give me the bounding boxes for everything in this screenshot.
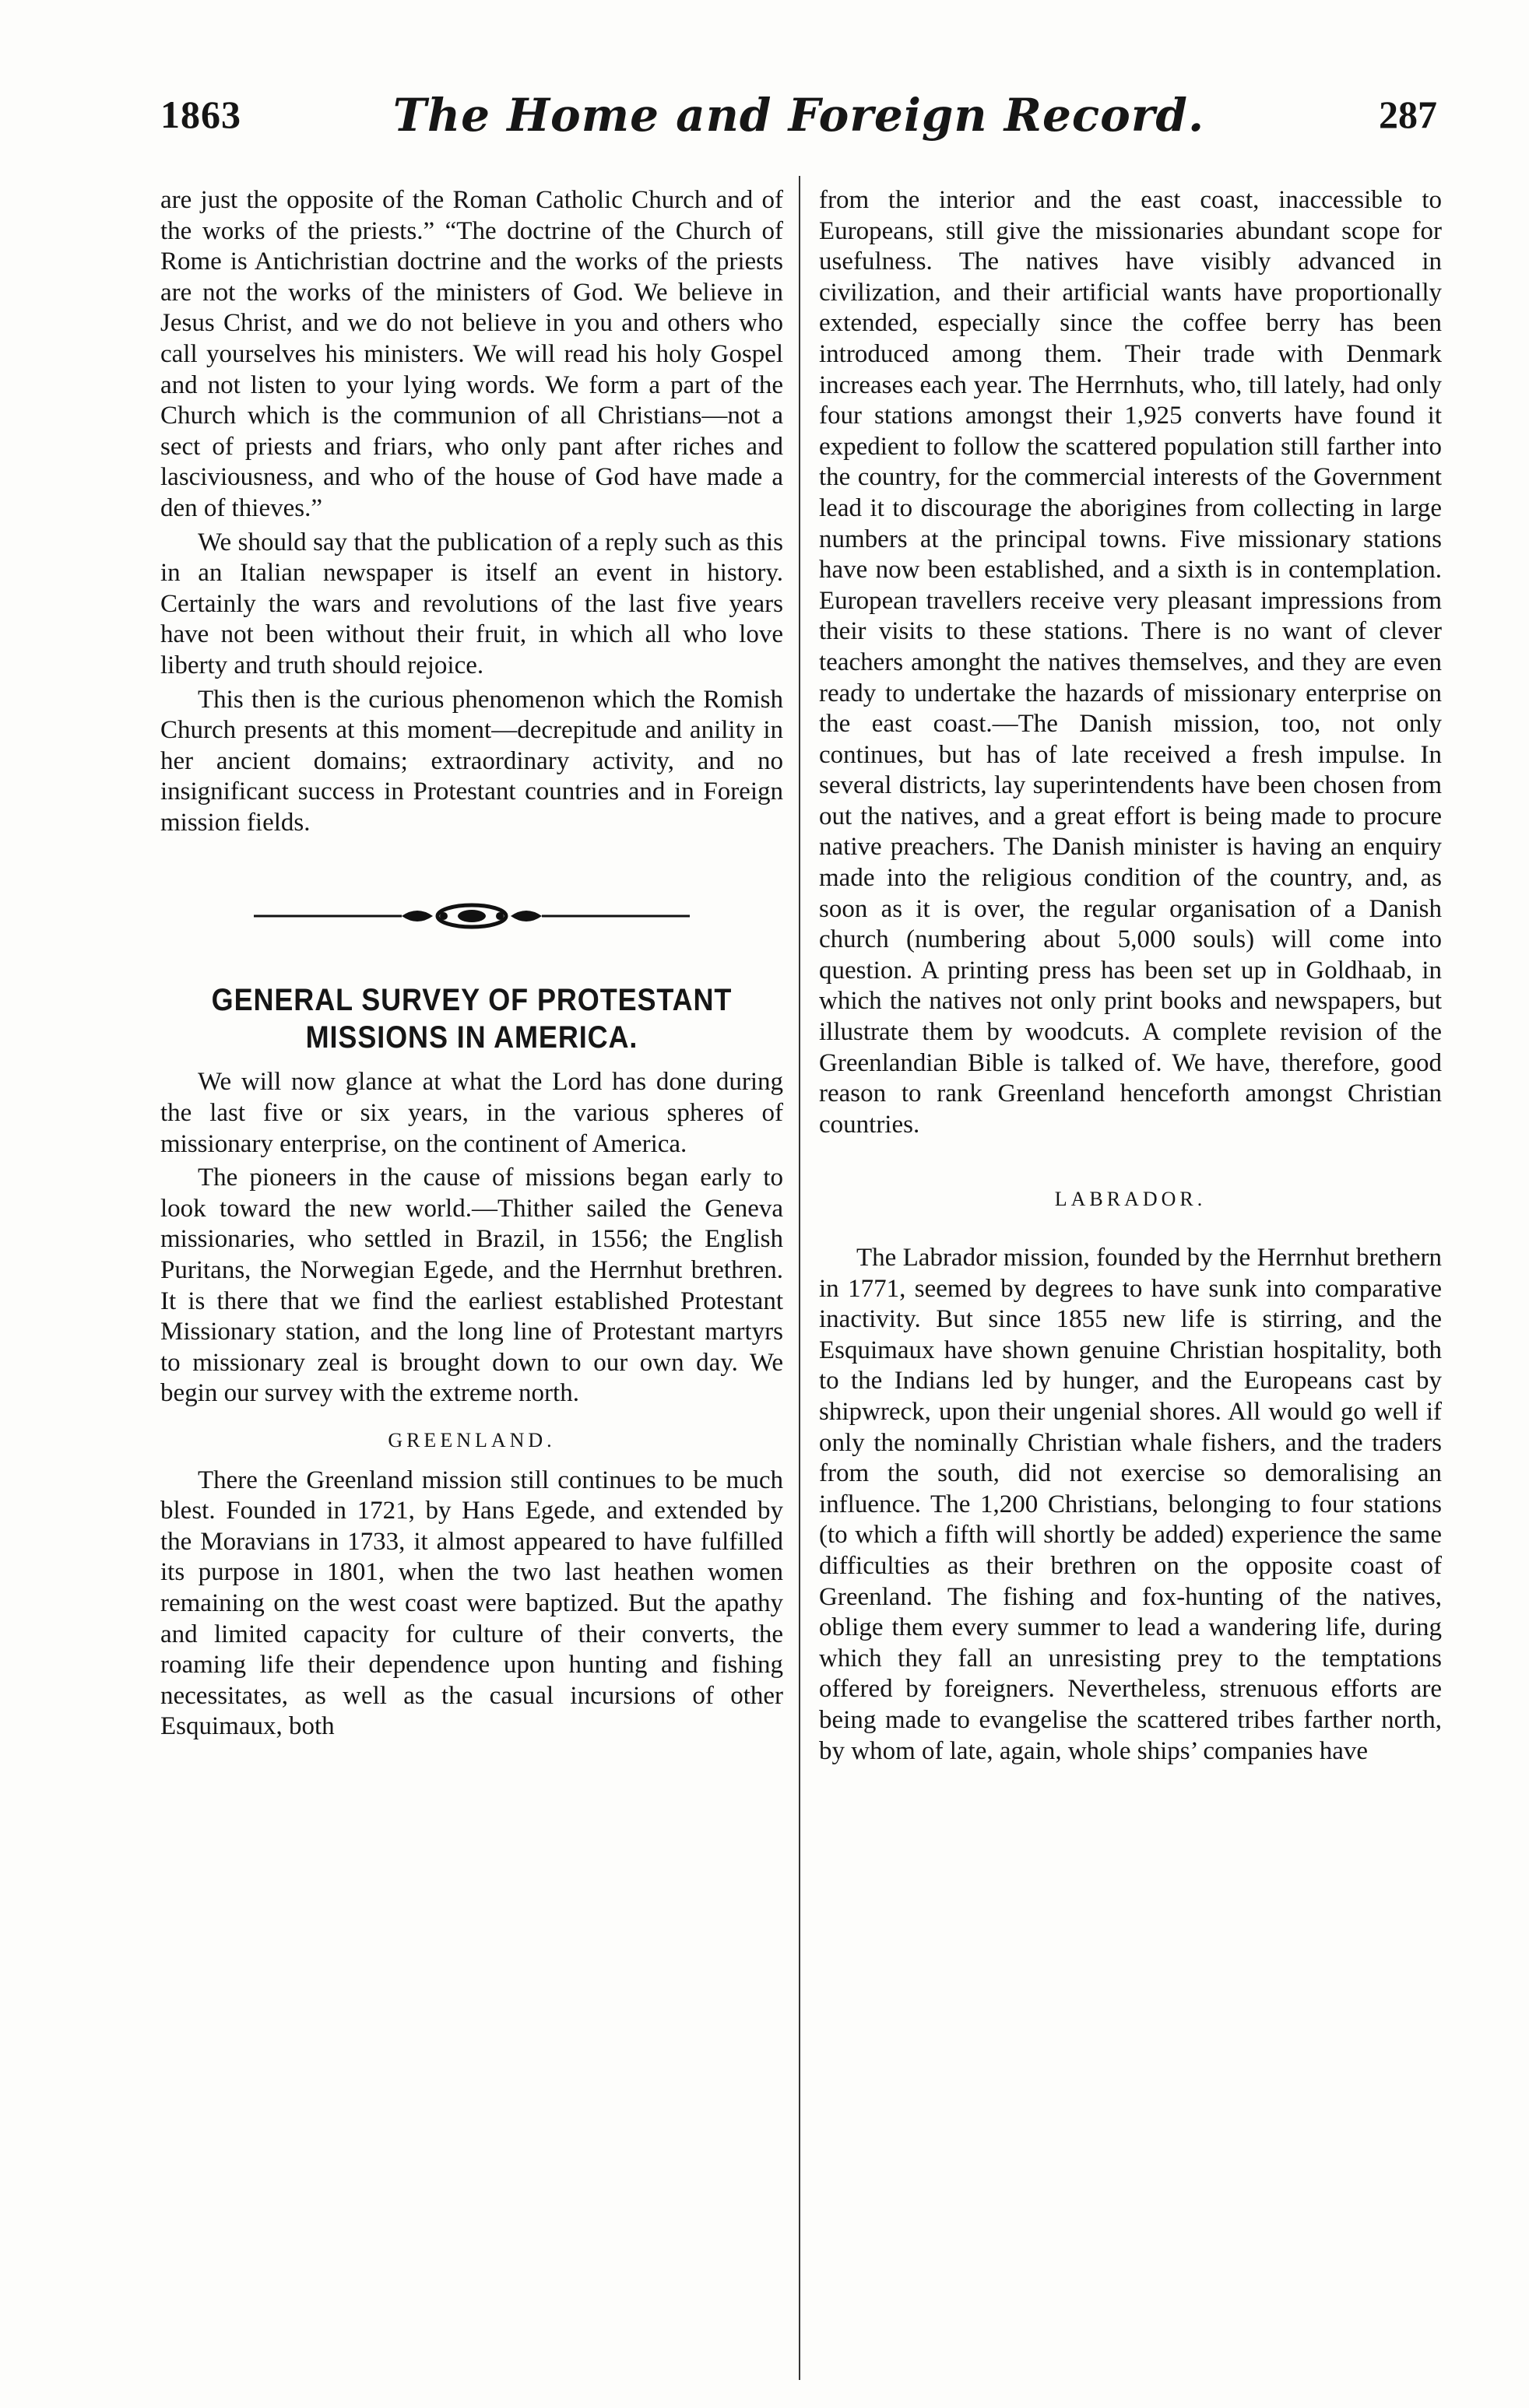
paragraph: This then is the curious phenomenon which the Romish Church presents at this moment—decrepitude and anility in her ancient domains; extraordinary activity, and no insignificant success in Protestant countries and in Foreign mission fields. [160,685,783,837]
subheading-labrador: LABRADOR. [1054,1188,1207,1211]
paragraph: We should say that the publication of a reply such as this in an Italian newspaper is itself an event in history. Certainly the wars and revolutions of the last five years have not been without their fruit, in which all who love liberty and truth should rejoice. [160,528,783,679]
page-number: 287 [1379,93,1437,136]
header-year: 1863 [160,93,241,136]
ornament-divider [254,900,690,932]
paragraph: There the Greenland mission still continues to be much blest. Founded in 1721, by Hans Egede, and extended by the Moravians in 1733, it almost appeared to have fulfilled its purpose in 1801, when the two last heathen women remaining on the west coast were baptized. But the apathy and limited capacity for culture of their converts, the roaming life their dependence upon hunting and fishing necessitates, as well as the casual incursions of other Esquimaux, both [160,1466,783,1741]
left-column [160,185,783,1743]
right-column [819,185,1442,1767]
paragraph: are just the opposite of the Roman Catholic Church and of the works of the priests.” “The doctrine of the Church of Rome is Antichristian doctrine and the works of the priests are not the works of the ministers of God. We believe in Jesus Christ, and we do not believe in you and others who call yourselves his ministers. We will read his holy Gospel and not listen to your lying words. We form a part of the Church which is the communion of all Christians—not a sect of priests and friars, who only pant after riches and lasciviousness, and who of the house of God have made a den of thieves.” [160,186,783,522]
paragraph: We will now glance at what the Lord has done during the last five or six years, in the various spheres of missionary enterprise, on the continent of America. [160,1068,783,1158]
section-heading: GENERAL SURVEY OF PROTESTANT MISSIONS IN AMERICA. [211,983,733,1055]
running-header [160,89,1437,154]
column-divider [799,176,800,2380]
header-title: The Home and Foreign Record. [392,89,1205,142]
paragraph: The Labrador mission, founded by the Herrnhut brethern in 1771, seemed by degrees to have sunk into comparative inactivity. But since 1855 new life is stirring, and the Esquimaux have shown genuine Christian hospitality, both to the Indians led by hunger, and the Europeans cast by shipwreck, upon their ungenial shores. All would go well if only the nominally Christian whale fishers, and the traders from the south, did not exercise so demoralising an influence. The 1,200 Christians, belonging to four stations (to which a fifth will shortly be added) experience the same difficulties as their brethren on the opposite coast of Greenland. The fishing and fox-hunting of the natives, oblige them every summer to lead a wandering life, during which they fall an unresisting prey to the temptations offered by foreigners. Nevertheless, strenuous efforts are being made to evangelise the scattered tribes farther north, by whom of late, again, whole ships’ companies have [819,1244,1442,1765]
paragraph: from the interior and the east coast, inaccessible to Europeans, still give the missionaries abundant scope for usefulness. The natives have visibly advanced in civilization, and their artificial wants have proportionally extended, especially since the coffee berry has been introduced among them. Their trade with Denmark increases each year. The Herrnhuts, who, till lately, had only four stations amongst their 1,925 converts have found it expedient to follow the scattered population still farther into the country, for the commercial interests of the Government lead it to discourage the aborigines from collecting in large numbers at the principal towns. Five missionary stations have now been established, and a sixth is in contemplation. European travellers receive very pleasant impressions from their visits to these stations. There is no want of clever teachers amonght the natives themselves, and they are even ready to undertake the hazards of missionary enterprise on the east coast.—The Danish mission, too, not only continues, but has of late received a fresh impulse. In several districts, lay superintendents have been chosen from out the natives, and a great effort is being made to procure native preachers. The Danish minister is having an enquiry made into the religious condition of the country, and, as soon as it is over, the regular organisation of a Danish church (numbering about 5,000 souls) will come into question. A printing press has been set up in Goldhaab, in which the natives not only print books and newspapers, but illustrate them by woodcuts. A complete revision of the Greenlandian Bible is talked of. We have, therefore, good reason to rank Greenland henceforth amongst Christian countries. [819,186,1442,1139]
subheading-greenland: GREENLAND. [388,1429,556,1451]
paragraph: The pioneers in the cause of missions began early to look toward the new world.—Thither sailed the Geneva missionaries, who settled in Brazil, in 1556; the English Puritans, the Norwegian Egede, and the Herrnhut brethren. It is there that we find the earliest established Protestant Missionary station, and the long line of Protestant martyrs to missionary zeal is brought down to our own day. We begin our survey with the extreme north. [160,1164,783,1408]
